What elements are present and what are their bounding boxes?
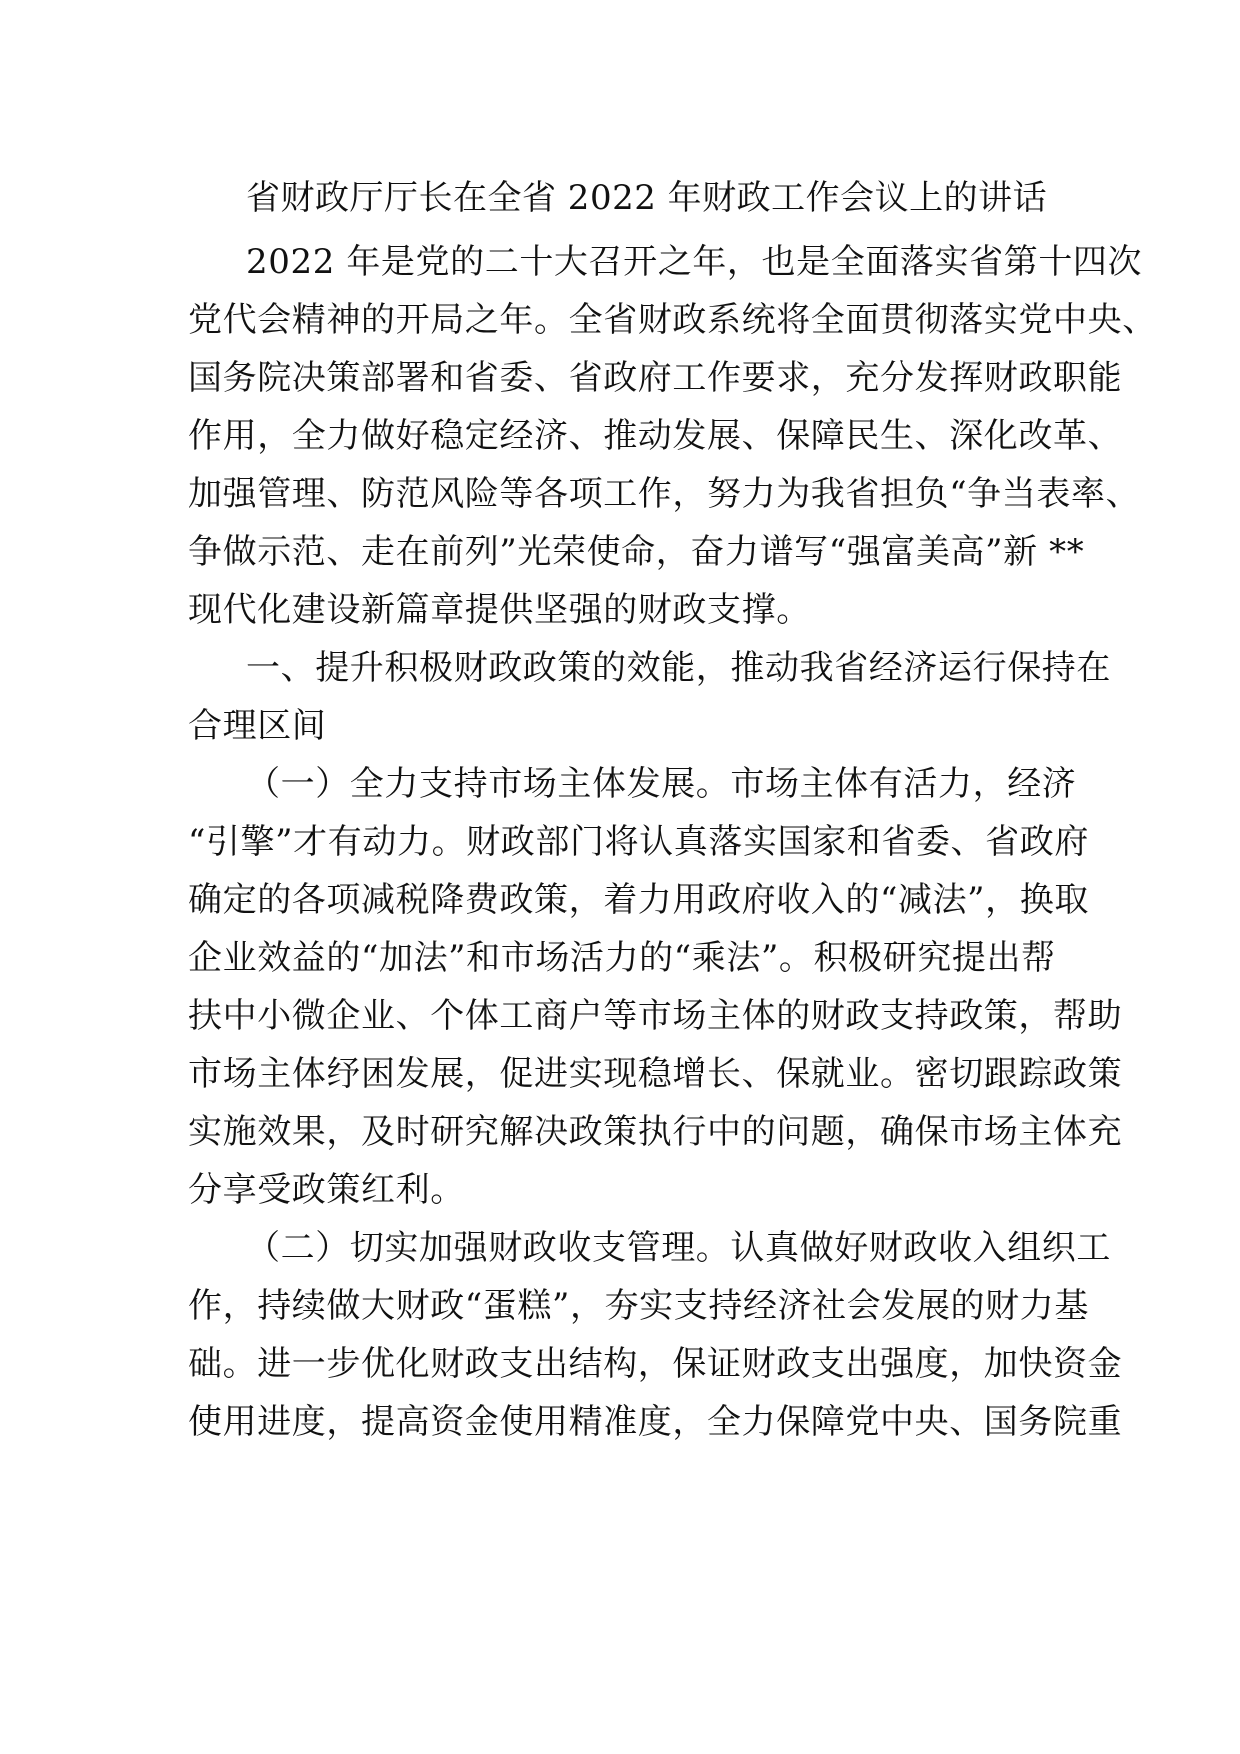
document-title: 省财政厅厅长在全省 2022 年财政工作会议上的讲话 [246,178,1048,218]
paragraph-line: 加强管理、防范风险等各项工作，努力为我省担负“争当表率、 [188,474,1141,514]
paragraph-line: 分享受政策红利。 [188,1170,465,1210]
paragraph-line: 市场主体纾困发展，促进实现稳增长、保就业。密切跟踪政策 [188,1054,1123,1094]
paragraph-line: 确定的各项减税降费政策，着力用政府收入的“减法”，换取 [188,880,1089,920]
section-heading-line: 一、提升积极财政政策的效能，推动我省经济运行保持在 [246,648,1111,688]
paragraph-line: “引擎”才有动力。财政部门将认真落实国家和省委、省政府 [188,822,1089,862]
paragraph-line: 国务院决策部署和省委、省政府工作要求，充分发挥财政职能 [188,358,1123,398]
paragraph-line: 2022 年是党的二十大召开之年，也是全面落实省第十四次 [246,242,1143,282]
paragraph-line: 础。进一步优化财政支出结构，保证财政支出强度，加快资金 [188,1344,1123,1384]
paragraph-line: 现代化建设新篇章提供坚强的财政支撑。 [188,590,811,630]
paragraph-line: 企业效益的“加法”和市场活力的“乘法”。积极研究提出帮 [188,938,1056,978]
paragraph-line: 党代会精神的开局之年。全省财政系统将全面贯彻落实党中央、 [188,300,1157,340]
paragraph-line: 作用，全力做好稳定经济、推动发展、保障民生、深化改革、 [188,416,1123,456]
paragraph-line: 作，持续做大财政“蛋糕”，夯实支持经济社会发展的财力基 [188,1286,1089,1326]
section-heading-line: 合理区间 [188,706,327,746]
paragraph-line: 使用进度，提高资金使用精准度，全力保障党中央、国务院重 [188,1402,1123,1442]
paragraph-line: 争做示范、走在前列”光荣使命，奋力谱写“强富美高”新 ** [188,532,1085,572]
paragraph-line: （二）切实加强财政收支管理。认真做好财政收入组织工 [246,1228,1111,1268]
paragraph-line: 扶中小微企业、个体工商户等市场主体的财政支持政策，帮助 [188,996,1123,1036]
paragraph-line: （一）全力支持市场主体发展。市场主体有活力，经济 [246,764,1077,804]
paragraph-line: 实施效果，及时研究解决政策执行中的问题，确保市场主体充 [188,1112,1123,1152]
